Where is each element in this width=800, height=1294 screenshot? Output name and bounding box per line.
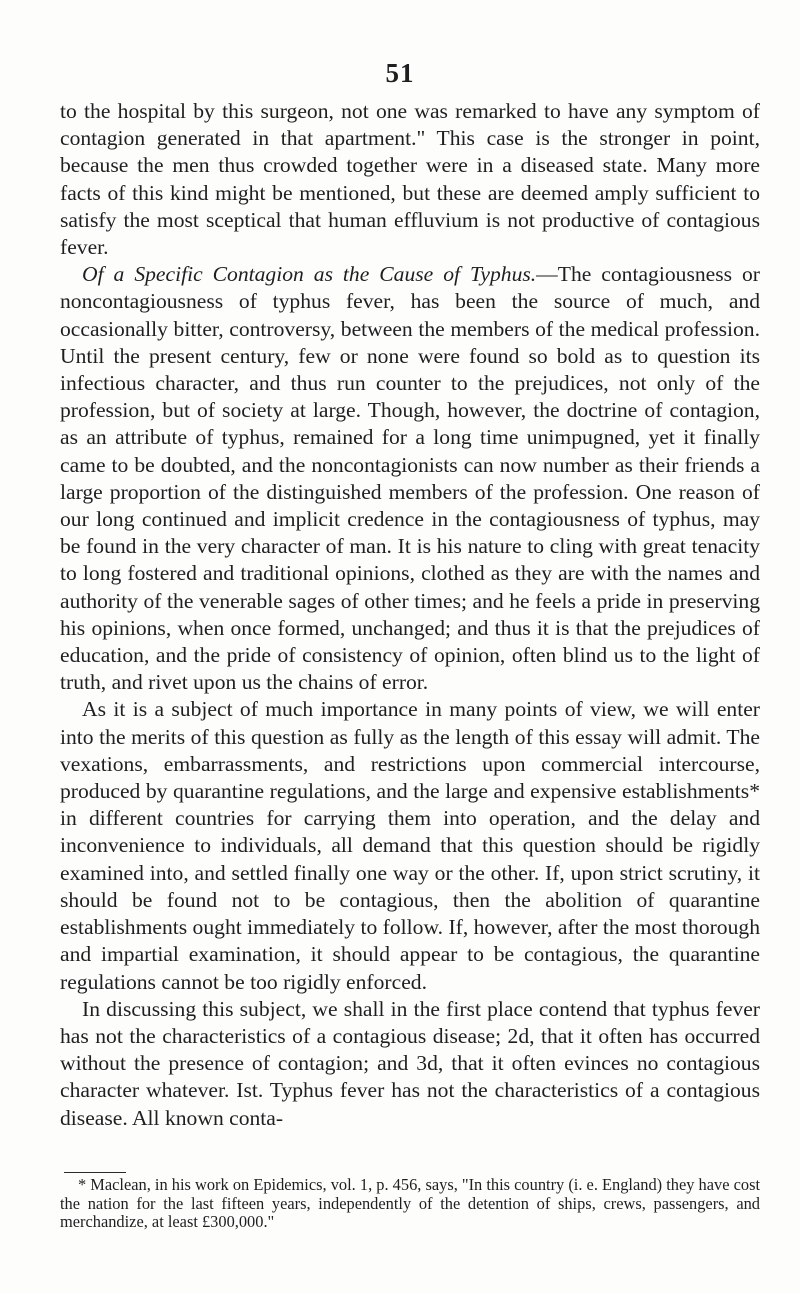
section-heading: Of a Specific Contagion as the Cause of Typhus. — [82, 262, 537, 287]
paragraph-1: to the hospital by this surgeon, not one was remarked to have any symptom of contagion generated in that apartment." This case is the stronger in point, because the men thus crowded together were in a diseased state. Many more facts of this kind might be mentioned, but these are deemed amply sufficient to satisfy the most sceptical that human effluvium is not productive of contagious fever. — [60, 99, 760, 260]
paragraph-2-body: —The contagiousness or noncontagiousness of typhus fever, has been the source of much, and occasionally bitter, controversy, between the members of the medical profession. Until the present century, few or none were found so bold as to question its infectious character, and thus run counter to the prejudices, not only of the profession, but of society at large. Though, however, the doctrine of contagion, as an attribute of typhus, remained for a long time unimpugned, yet it finally came to be doubted, and the noncontagionists can now number as their friends a large proportion of the distinguished members of the profession. One reason of our long continued and implicit credence in the contagiousness of typhus, may be found in the very character of man. It is his nature to cling with great tenacity to long fostered and traditional opinions, clothed as they are with the names and authority of the venerable sages of other times; and he feels a pride in preserving his opinions, when once formed, unchanged; and thus it is that the prejudices of education, and the pride of consistency of opinion, often blind us to the light of truth, and rivet upon us the chains of error. — [60, 262, 760, 695]
paragraph-3: As it is a subject of much importance in many points of view, we will enter into the merits of this question as fully as the length of this essay will admit. The vexations, embarrassments, and restrictions upon commercial intercourse, produced by quarantine regulations, and the large and expensive establishments* in different countries for carrying them into operation, and the delay and inconvenience to individuals, all demand that this question should be rigidly examined into, and settled finally one way or the other. If, upon strict scrutiny, it should be found not to be contagious, then the abolition of quarantine establishments ought immediately to follow. If, however, after the most thorough and impartial examination, it should appear to be contagious, the quarantine regulations cannot be too rigidly enforced. — [60, 697, 760, 994]
footnote: * Maclean, in his work on Epidemics, vol. 1, p. 456, says, "In this country (i. e. England) they have cost the nation for the last fifteen years, independently of the detention of ships, crews, passengers, and merchandize, at least £300,000." — [60, 1175, 760, 1232]
paragraph-2 — [60, 261, 760, 696]
page-number: 51 — [385, 58, 415, 88]
paragraph-4: In discussing this subject, we shall in the first place contend that typhus fever has not the characteristics of a contagious disease; 2d, that it often has occurred without the presence of contagion; and 3d, that it often evinces no contagious character whatever. Ist. Typhus fever has not the characteristics of a contagious disease. All known conta- — [60, 996, 760, 1130]
footnote-divider — [64, 1172, 126, 1173]
body-text — [60, 98, 760, 1132]
